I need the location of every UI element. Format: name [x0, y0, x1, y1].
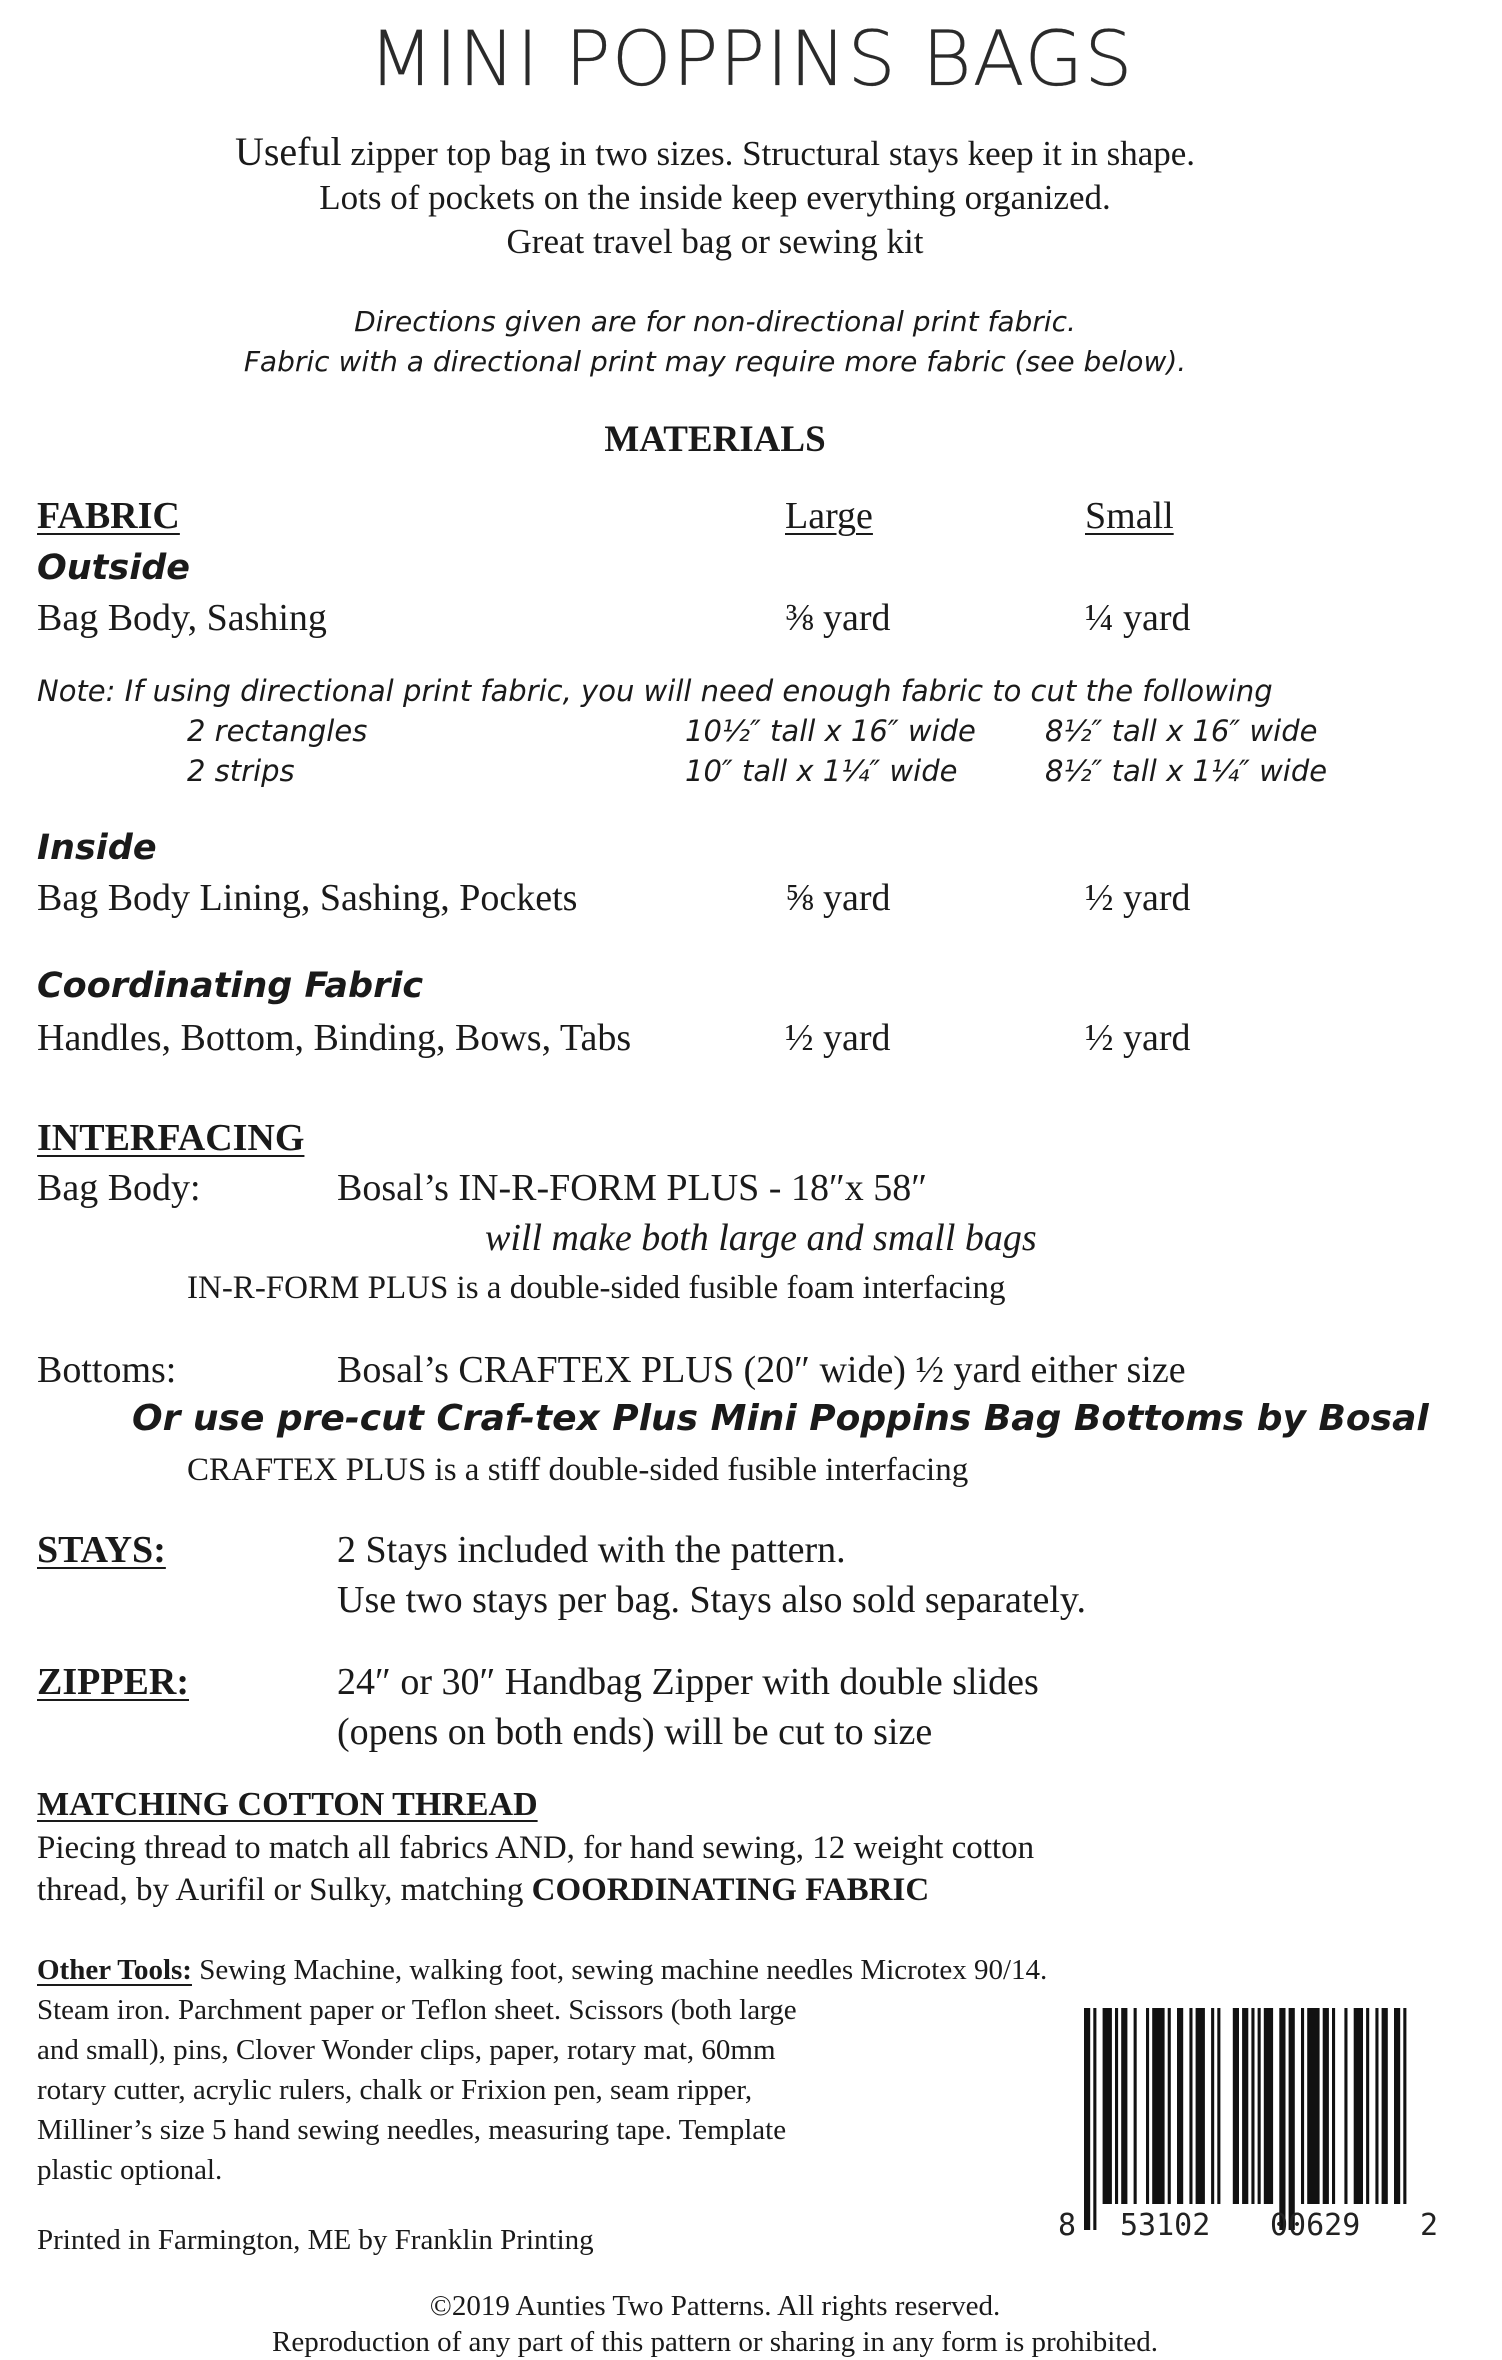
barcode-bar	[1394, 2008, 1400, 2204]
directional-note: Note: If using directional print fabric, you will need enough fabric to cut the following	[37, 674, 1273, 708]
outside-small-amount: ¼ yard	[1085, 597, 1191, 639]
barcode-bar	[1196, 2008, 1205, 2204]
thread-line-2	[37, 1872, 929, 1909]
thread-line-1: Piecing thread to match all fabrics AND, for hand sewing, 12 weight cotton	[37, 1830, 1035, 1866]
barcode-lead-digit: 8	[1058, 2208, 1077, 2243]
column-small-header: Small	[1085, 495, 1174, 537]
barcode-bar	[1344, 2008, 1347, 2204]
bottoms-description: CRAFTEX PLUS is a stiff double-sided fusible interfacing	[187, 1452, 969, 1488]
barcode-bar	[1177, 2008, 1183, 2204]
barcode-bar	[1233, 2008, 1239, 2204]
intro-line-3: Great travel bag or sewing kit	[506, 222, 924, 261]
tools-label: Other Tools:	[37, 1954, 192, 1986]
page-title: MINI POPPINS BAGS	[368, 14, 1134, 103]
note-row-1-item: 2 rectangles	[187, 714, 368, 748]
tools-line-6: plastic optional.	[37, 2154, 223, 2186]
barcode-bar	[1146, 2008, 1149, 2204]
column-large-header: Large	[785, 495, 873, 537]
barcode-bar	[1403, 2008, 1406, 2204]
tools-line-5: Milliner’s size 5 hand sewing needles, measuring tape. Template	[37, 2114, 787, 2146]
barcode	[1058, 2008, 1440, 2248]
bag-body-label: Bag Body:	[37, 1167, 201, 1209]
barcode-bar	[1258, 2008, 1261, 2204]
coordinating-small-amount: ½ yard	[1085, 1017, 1191, 1059]
directions-note	[0, 302, 1430, 382]
barcode-bar	[1084, 2008, 1090, 2230]
barcode-bar	[1382, 2008, 1388, 2204]
inside-small-amount: ½ yard	[1085, 877, 1191, 919]
tools-line-3: and small), pins, Clover Wonder clips, paper, rotary mat, 60mm	[37, 2034, 776, 2066]
barcode-bar	[1103, 2008, 1112, 2204]
thread-heading: MATCHING COTTON THREAD	[37, 1786, 538, 1823]
zipper-line-1: 24″ or 30″ Handbag Zipper with double slides	[337, 1661, 1039, 1703]
coordinating-large-amount: ½ yard	[785, 1017, 891, 1059]
intro-line-1: zipper top bag in two sizes. Structural stays keep it in shape.	[341, 134, 1196, 173]
inside-heading: Inside	[37, 828, 157, 868]
stays-label: STAYS:	[37, 1529, 166, 1571]
barcode-bar	[1134, 2008, 1137, 2204]
interfacing-heading: INTERFACING	[37, 1117, 305, 1159]
note-row-2-item: 2 strips	[187, 754, 295, 788]
bag-body-description: IN-R-FORM PLUS is a double-sided fusible foam interfacing	[187, 1270, 1006, 1306]
directions-line-2: Fabric with a directional print may require more fabric (see below).	[243, 345, 1187, 378]
outside-large-amount: ⅜ yard	[785, 597, 891, 639]
barcode-bar	[1279, 2008, 1285, 2230]
barcode-bar	[1152, 2008, 1164, 2204]
barcode-bar	[1242, 2008, 1248, 2204]
barcode-bar	[1093, 2008, 1096, 2230]
tools-line-4: rotary cutter, acrylic rulers, chalk or Frixion pen, seam ripper,	[37, 2074, 753, 2106]
barcode-bar	[1375, 2008, 1378, 2204]
thread-line-2-bold: COORDINATING FABRIC	[531, 1872, 930, 1908]
coordinating-item: Handles, Bottom, Binding, Bows, Tabs	[37, 1017, 632, 1059]
note-row-1-large: 10½″ tall x 16″ wide	[685, 714, 976, 748]
barcode-bar	[1211, 2008, 1214, 2204]
barcode-bar	[1168, 2008, 1171, 2204]
inside-item: Bag Body Lining, Sashing, Pockets	[37, 877, 578, 919]
note-row-2-small: 8½″ tall x 1¼″ wide	[1045, 754, 1328, 788]
barcode-bar	[1301, 2008, 1304, 2204]
intro-text	[0, 130, 1430, 264]
reproduction-notice: Reproduction of any part of this pattern or sharing in any form is prohibited.	[272, 2326, 1158, 2358]
tools-line-1	[37, 1954, 1047, 1987]
bag-body-value: Bosal’s IN-R-FORM PLUS - 18″x 58″	[337, 1167, 928, 1209]
outside-heading: Outside	[37, 548, 191, 588]
tools-line-1-text: Sewing Machine, walking foot, sewing machine needles Microtex 90/14.	[191, 1954, 1048, 1986]
barcode-bar	[1251, 2008, 1254, 2204]
barcode-bar	[1289, 2008, 1295, 2230]
materials-heading: MATERIALS	[604, 419, 826, 460]
barcode-bar	[1217, 2008, 1220, 2204]
copyright: ©2019 Aunties Two Patterns. All rights reserved.	[429, 2290, 1001, 2322]
barcode-group-2: 00629	[1270, 2208, 1361, 2243]
zipper-label: ZIPPER:	[37, 1661, 189, 1703]
barcode-bar	[1354, 2008, 1363, 2204]
bag-body-note: will make both large and small bags	[485, 1217, 1037, 1259]
inside-large-amount: ⅝ yard	[785, 877, 891, 919]
intro-line-2: Lots of pockets on the inside keep everything organized.	[319, 178, 1111, 217]
barcode-bar	[1115, 2008, 1118, 2204]
barcode-bars	[1058, 2008, 1440, 2248]
directions-line-1: Directions given are for non-directional print fabric.	[354, 305, 1076, 338]
barcode-check-digit: 2	[1420, 2208, 1439, 2243]
barcode-group-1: 53102	[1120, 2208, 1211, 2243]
barcode-bar	[1121, 2008, 1127, 2204]
barcode-bar	[1189, 2008, 1192, 2204]
barcode-bar	[1366, 2008, 1369, 2204]
stays-line-2: Use two stays per bag. Stays also sold separately.	[337, 1579, 1086, 1621]
note-row-1-small: 8½″ tall x 16″ wide	[1045, 714, 1318, 748]
barcode-bar	[1323, 2008, 1329, 2204]
outside-item: Bag Body, Sashing	[37, 597, 327, 639]
barcode-bar	[1264, 2008, 1273, 2204]
bottoms-label: Bottoms:	[37, 1349, 177, 1391]
tools-line-2: Steam iron. Parchment paper or Teflon sheet. Scissors (both large	[37, 1994, 797, 2026]
bottoms-alternative: Or use pre-cut Craf-tex Plus Mini Poppins Bag Bottoms by Bosal	[132, 1398, 1429, 1439]
barcode-bar	[1332, 2008, 1335, 2204]
printed-by: Printed in Farmington, ME by Franklin Printing	[37, 2224, 594, 2256]
zipper-line-2: (opens on both ends) will be cut to size	[337, 1711, 933, 1753]
note-row-2-large: 10″ tall x 1¼″ wide	[685, 754, 958, 788]
fabric-heading: FABRIC	[37, 495, 180, 537]
coordinating-heading: Coordinating Fabric	[37, 966, 424, 1006]
bottoms-value: Bosal’s CRAFTEX PLUS (20″ wide) ½ yard either size	[337, 1349, 1186, 1391]
stays-line-1: 2 Stays included with the pattern.	[337, 1529, 846, 1571]
barcode-bar	[1307, 2008, 1319, 2204]
intro-lead-word: Useful	[234, 129, 342, 174]
thread-line-2-text: thread, by Aurifil or Sulky, matching	[37, 1872, 532, 1908]
